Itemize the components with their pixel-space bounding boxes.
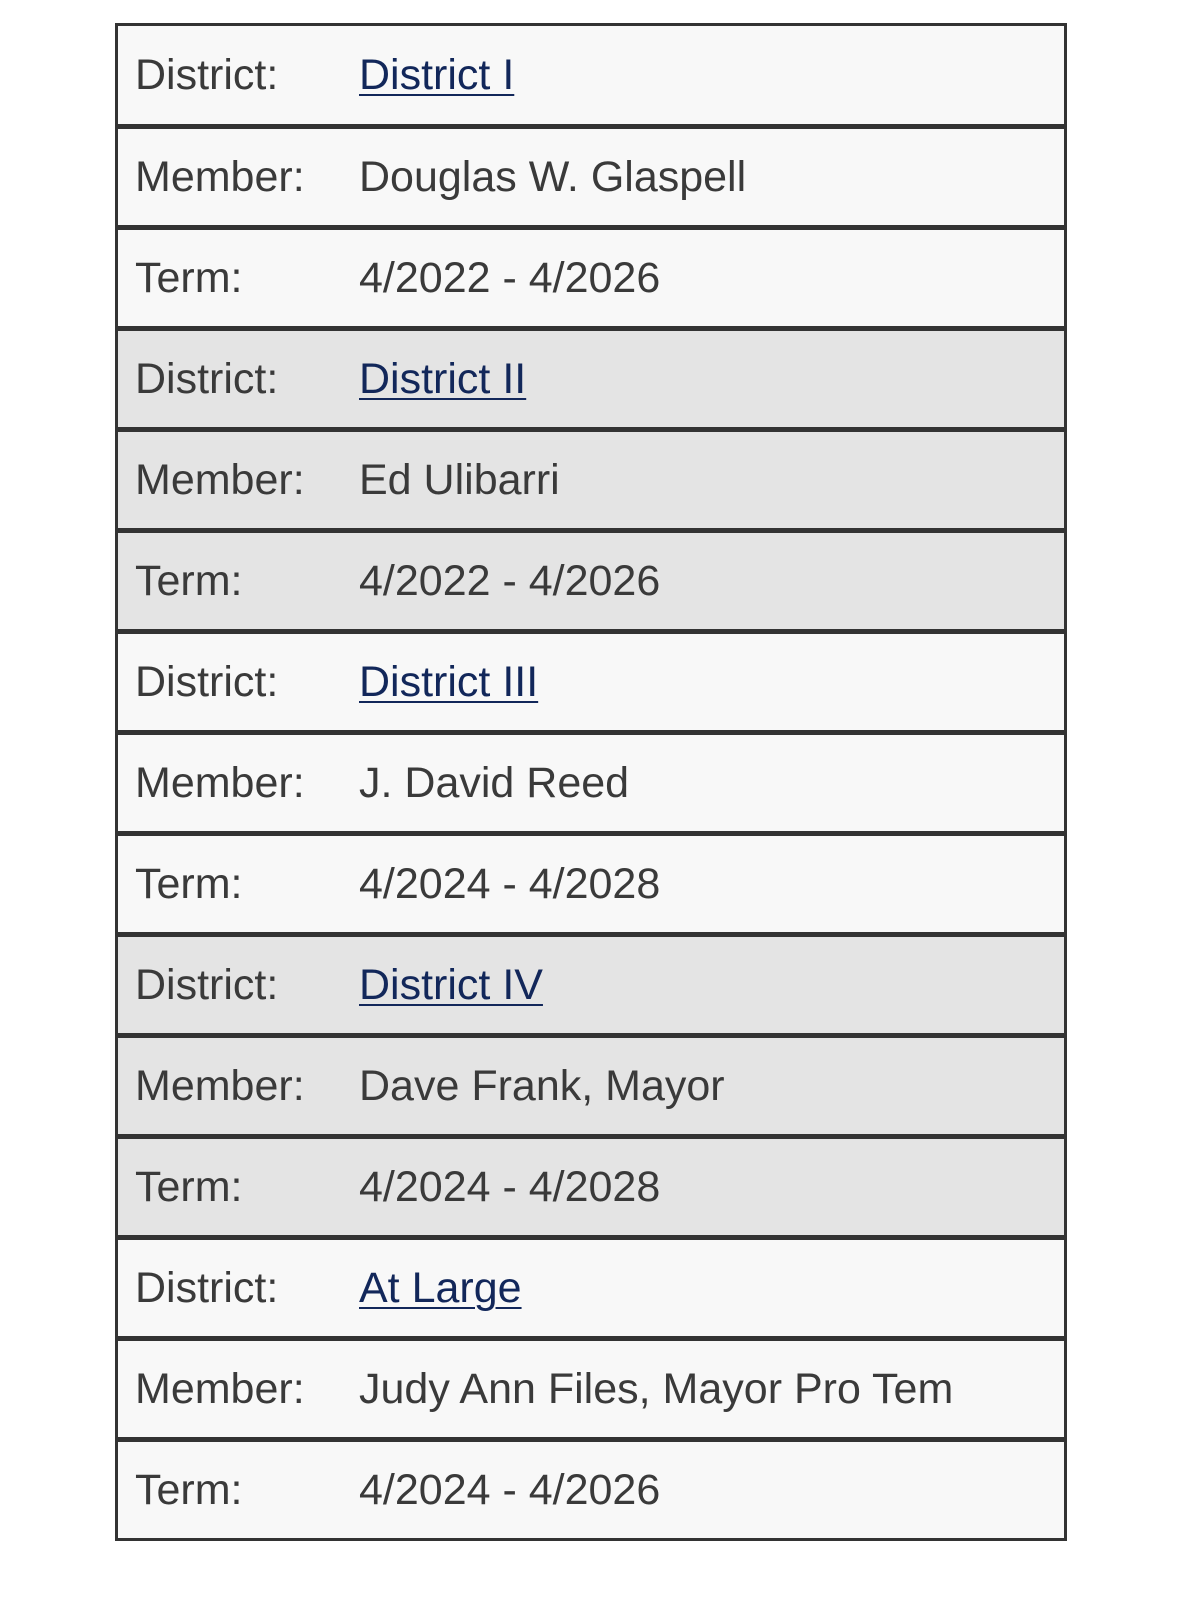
- term-label: Term:: [117, 228, 354, 329]
- member-row: [117, 733, 1066, 834]
- district-label: District:: [117, 329, 354, 430]
- district-link-2[interactable]: District II: [359, 354, 527, 403]
- member-row: [117, 1339, 1066, 1440]
- term-row: [117, 1440, 1066, 1540]
- member-name: Douglas W. Glaspell: [353, 127, 1066, 228]
- term-value: 4/2024 - 4/2026: [353, 1440, 1066, 1540]
- term-value: 4/2024 - 4/2028: [353, 834, 1066, 935]
- district-cell: [353, 25, 1066, 127]
- council-members-table: [115, 23, 1067, 1541]
- member-name: Dave Frank, Mayor: [353, 1036, 1066, 1137]
- term-label: Term:: [117, 531, 354, 632]
- term-label: Term:: [117, 834, 354, 935]
- member-row: [117, 1036, 1066, 1137]
- member-name: Judy Ann Files, Mayor Pro Tem: [353, 1339, 1066, 1440]
- member-label: Member:: [117, 733, 354, 834]
- member-name: J. David Reed: [353, 733, 1066, 834]
- district-label: District:: [117, 1238, 354, 1339]
- district-label: District:: [117, 632, 354, 733]
- term-value: 4/2022 - 4/2026: [353, 228, 1066, 329]
- district-link-1[interactable]: District I: [359, 50, 515, 99]
- member-row: [117, 430, 1066, 531]
- term-row: [117, 531, 1066, 632]
- district-row: [117, 935, 1066, 1036]
- term-row: [117, 228, 1066, 329]
- term-row: [117, 834, 1066, 935]
- member-label: Member:: [117, 1036, 354, 1137]
- district-cell: [353, 632, 1066, 733]
- term-row: [117, 1137, 1066, 1238]
- district-cell: [353, 935, 1066, 1036]
- term-label: Term:: [117, 1137, 354, 1238]
- district-label: District:: [117, 935, 354, 1036]
- district-label: District:: [117, 25, 354, 127]
- district-link-at-large[interactable]: At Large: [359, 1263, 522, 1312]
- district-cell: [353, 1238, 1066, 1339]
- district-row: [117, 1238, 1066, 1339]
- member-label: Member:: [117, 430, 354, 531]
- district-cell: [353, 329, 1066, 430]
- term-value: 4/2024 - 4/2028: [353, 1137, 1066, 1238]
- term-value: 4/2022 - 4/2026: [353, 531, 1066, 632]
- member-label: Member:: [117, 127, 354, 228]
- member-name: Ed Ulibarri: [353, 430, 1066, 531]
- district-row: [117, 632, 1066, 733]
- member-row: [117, 127, 1066, 228]
- member-label: Member:: [117, 1339, 354, 1440]
- term-label: Term:: [117, 1440, 354, 1540]
- district-row: [117, 329, 1066, 430]
- district-link-4[interactable]: District IV: [359, 960, 543, 1009]
- district-row: [117, 25, 1066, 127]
- district-link-3[interactable]: District III: [359, 657, 539, 706]
